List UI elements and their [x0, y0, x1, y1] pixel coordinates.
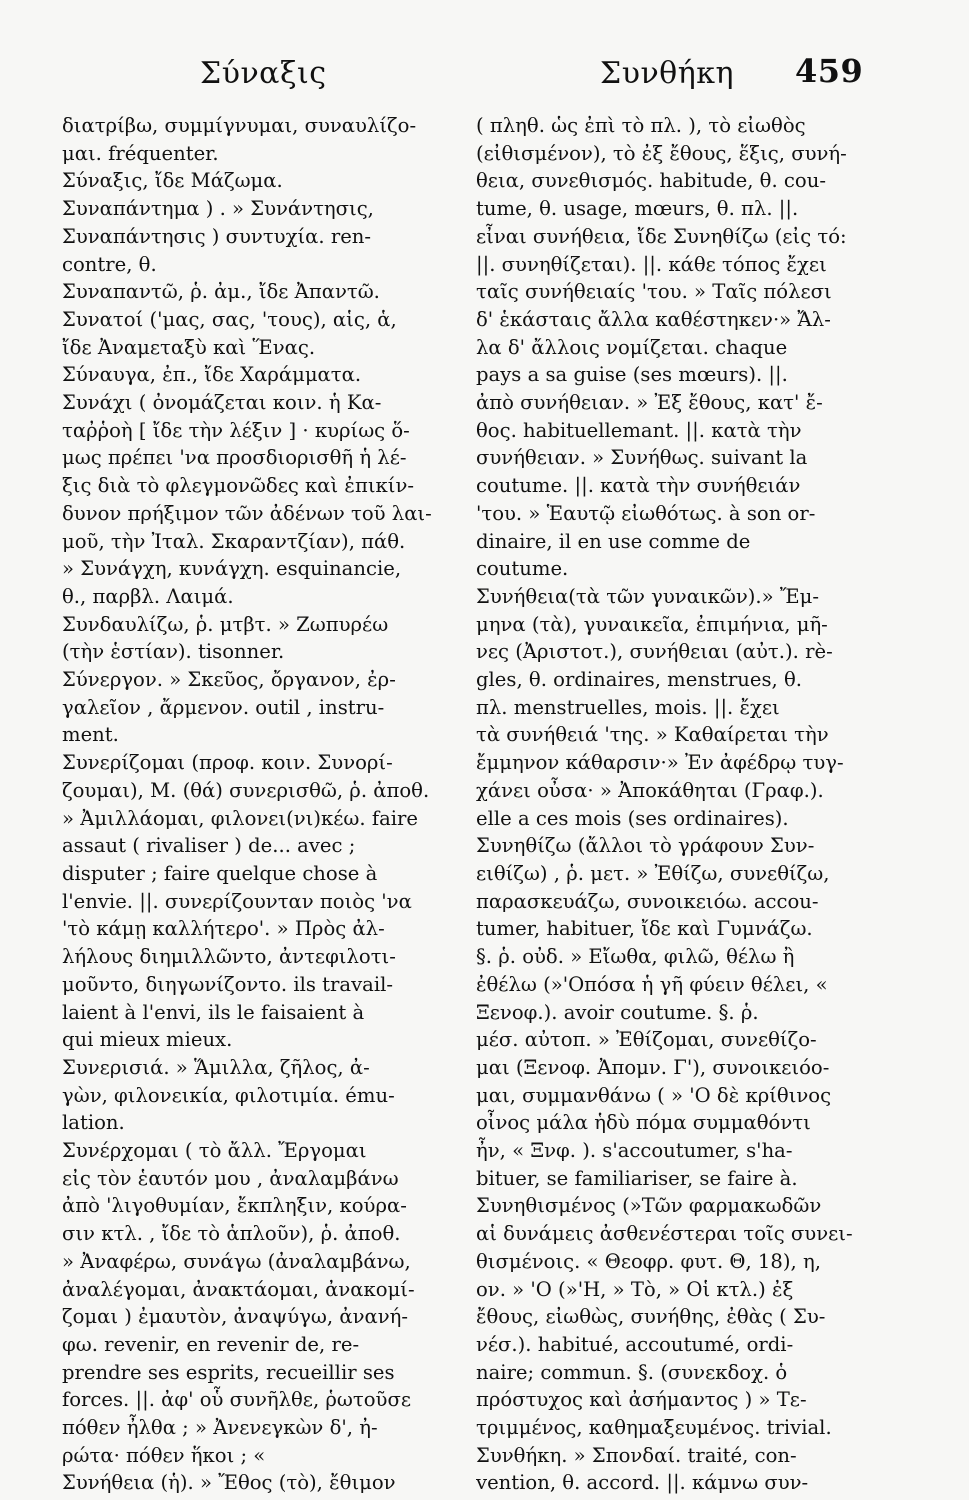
text-line: tume, θ. usage, mœurs, θ. πλ. ||. [476, 197, 799, 221]
text-line: γὼν, φιλονεικία, φιλοτιμία. ému- [62, 1083, 395, 1107]
text-line: elle a ces mois (ses ordinaires). [476, 806, 789, 830]
text-line: ἐθέλω (»'Οπόσα ἡ γῆ φύειν θέλει, « [476, 972, 828, 996]
text-line: πρόστυχος καὶ ἀσήμαντος ) » Τε- [476, 1388, 807, 1412]
left-guide-word: Σύναξις [200, 56, 327, 91]
text-line: Συναπαντῶ, ῥ. ἀμ., ἴδε Ἀπαντῶ. [62, 280, 380, 304]
text-line: ἴδε Ἀναμεταξὺ καὶ Ἕνας. [62, 335, 316, 359]
text-line: ξις διὰ τὸ φλεγμονῶδες καὶ ἐπικίν- [62, 474, 414, 498]
text-line: ||. συνηθίζεται). ||. κάθε τόπος ἔχει [476, 252, 827, 276]
text-line: μαι. fréquenter. [62, 141, 219, 165]
text-line: forces. ||. ἀφ' οὗ συνῆλθε, ῥωτοῦσε [62, 1388, 411, 1412]
text-line: (εἰθισμένον), τὸ ἐξ ἔθους, ἕξις, συνή- [476, 141, 847, 165]
text-line: bituer, se familiariser, se faire à. [476, 1166, 798, 1190]
text-line: ζομαι ) ἐμαυτὸν, ἀναψύγω, ἀνανή- [62, 1305, 408, 1329]
text-line: tumer, habituer, ἴδε καὶ Γυμνάζω. [476, 917, 813, 941]
text-line: Συνερισιά. » Ἅμιλλα, ζῆλος, ἀ- [62, 1055, 370, 1079]
text-line: qui mieux mieux. [62, 1028, 233, 1052]
text-line: ταῖς συνήθειαίς 'του. » Ταῖς πόλεσι [476, 280, 832, 304]
text-line: » Ἀμιλλάομαι, φιλονει(νι)κέω. faire [62, 806, 418, 830]
text-line: Συνηθίζω (ἄλλοι τὸ γράφουν Συν- [476, 834, 815, 858]
text-line: πόθεν ἦλθα ; » Ἀνενεγκὼν δ', ἠ- [62, 1416, 378, 1440]
text-line: μαι (Ξενοφ. Ἀπομν. Γ'), συνοικειόο- [476, 1055, 830, 1079]
left-column [62, 112, 437, 1497]
text-line: ἀναλέγομαι, ἀνακτάομαι, ἀνακομί- [62, 1277, 415, 1301]
text-line: l'envie. ||. συνερίζουνταν ποιὸς 'να [62, 889, 412, 913]
text-line: laient à l'envi, ils le faisaient à [62, 1000, 365, 1024]
text-line: θεια, συνεθισμός. habitude, θ. cou- [476, 169, 826, 193]
text-line: μέσ. αὐτοπ. » Ἐθίζομαι, συνεθίζο- [476, 1028, 817, 1052]
text-line: ἔθους, εἰωθὼς, συνήθης, ἐθὰς ( Συ- [476, 1305, 826, 1329]
text-line: ment. [62, 723, 119, 747]
text-line: ρώτα· πόθεν ἥκοι ; « [62, 1443, 266, 1467]
text-line: μοῦ, τὴν Ἰταλ. Σκαραντζίαν), πάθ. [62, 529, 406, 553]
text-line: τὰ συνήθειά 'της. » Καθαίρεται τὴν [476, 723, 829, 747]
text-line: 'του. » Ἑαυτῷ εἰωθότως. à son or- [476, 501, 816, 525]
text-line: §. ῥ. οὐδ. » Εἴωθα, φιλῶ, θέλω ἢ [476, 945, 795, 969]
text-line: Συνθήκη. » Σπονδαί. traité, con- [476, 1443, 797, 1467]
text-line: Συνδαυλίζω, ῥ. μτβτ. » Ζωπυρέω [62, 612, 389, 636]
text-line: Συναπάντημα ) . » Συνάντησις, [62, 197, 374, 221]
text-line: λήλους διημιλλῶντο, ἀντεφιλοτι- [62, 945, 396, 969]
text-line: contre, θ. [62, 252, 157, 276]
text-line: εἶναι συνήθεια, ἴδε Συνηθίζω (εἰς τό: [476, 224, 847, 248]
text-line: πλ. menstruelles, mois. ||. ἔχει [476, 695, 780, 719]
text-line: νες (Ἀριστοτ.), συνήθειαι (αὐτ.). rè- [476, 640, 833, 664]
text-line: παρασκευάζω, συνοικειόω. accou- [476, 889, 819, 913]
text-line: ταῤῥοὴ [ ἴδε τὴν λέξιν ] · κυρίως ὅ- [62, 418, 410, 442]
text-line: μοῦντο, διηγωνίζοντο. ils travail- [62, 972, 394, 996]
text-line: θισμένοις. « Θεοφρ. φυτ. Θ, 18), η, [476, 1249, 821, 1273]
text-line: συνήθειαν. » Συνήθως. suivant la [476, 446, 808, 470]
text-line: μαι, συμμανθάνω ( » 'Ο δὲ κρίθινος [476, 1083, 832, 1107]
text-line: pays a sa guise (ses mœurs). ||. [476, 363, 788, 387]
page-number: 459 [795, 52, 864, 90]
text-line: φω. revenir, en revenir de, re- [62, 1332, 360, 1356]
right-column [476, 112, 861, 1497]
text-line: νέσ.). habitué, accoutumé, ordi- [476, 1332, 794, 1356]
text-line: 'τὸ κάμῃ καλλήτερο'. » Πρὸς ἀλ- [62, 917, 385, 941]
text-line: ( πληθ. ὡς ἐπὶ τὸ πλ. ), τὸ εἰωθὸς [476, 114, 806, 137]
text-line: (τὴν ἑστίαν). tisonner. [62, 640, 285, 664]
text-line: assaut ( rivaliser ) de... avec ; [62, 834, 356, 858]
text-line: μως πρέπει 'να προσδιορισθῆ ἡ λέ- [62, 446, 407, 470]
text-line: Σύνεργον. » Σκεῦος, ὄργανον, ἐρ- [62, 668, 396, 692]
text-line: χάνει οὖσα· » Ἀποκάθηται (Γραφ.). [476, 778, 824, 802]
text-line: τριμμένος, καθημαξευμένος. trivial. [476, 1416, 832, 1440]
text-line: Συνηθισμένος (»Τῶν φαρμακωδῶν [476, 1194, 822, 1218]
text-line: Συνατοί ('μας, σας, 'τους), αἱς, ἁ, [62, 307, 397, 331]
text-line: » Συνάγχη, κυνάγχη. esquinancie, [62, 557, 402, 581]
text-line: Συνήθεια (ἡ). » Ἔθος (τὸ), ἔθιμον [62, 1471, 396, 1495]
text-line: εἰς τὸν ἑαυτόν μου , ἀναλαμβάνω [62, 1166, 399, 1190]
text-line: ἦν, « Ξνφ. ). s'accoutumer, s'ha- [476, 1139, 793, 1163]
text-line: ζουμαι), Μ. (θά) συνερισθῶ, ῥ. ἀποθ. [62, 778, 430, 802]
text-line: οἶνος μάλα ἡδὺ πόμα συμμαθόντι [476, 1111, 811, 1135]
text-line: Συνάχι ( ὀνομάζεται κοιν. ἡ Κα- [62, 391, 382, 415]
text-line: Σύναξις, ἴδε Μάζωμα. [62, 169, 283, 193]
text-line: θος. habituellemant. ||. κατὰ τὴν [476, 418, 802, 442]
text-line: δ' ἑκάσταις ἄλλα καθέστηκεν·» Ἄλ- [476, 307, 831, 331]
page-header [60, 52, 869, 96]
text-line: lation. [62, 1111, 125, 1135]
text-line: Συναπάντησις ) συντυχία. ren- [62, 224, 372, 248]
text-line: Ξενοφ.). avoir coutume. §. ῥ. [476, 1000, 759, 1024]
text-line: μηνα (τὰ), γυναικεῖα, ἐπιμήνια, μῆ- [476, 612, 828, 636]
text-line: vention, θ. accord. ||. κάμνω συν- [476, 1471, 809, 1495]
text-line: ειθίζω) , ῥ. μετ. » Ἐθίζω, συνεθίζω, [476, 861, 830, 885]
text-line: ον. » 'Ο (»'Η, » Τὸ, » Οἱ κτλ.) ἐξ [476, 1277, 794, 1301]
text-line: Συνερίζομαι (προφ. κοιν. Συνορί- [62, 751, 393, 775]
text-line: prendre ses esprits, recueillir ses [62, 1360, 395, 1384]
text-line: διατρίβω, συμμίγνυμαι, συναυλίζο- [62, 114, 417, 137]
text-line: θ., παρβλ. Λαιμά. [62, 584, 234, 608]
text-line: Συνήθεια(τὰ τῶν γυναικῶν).» Ἔμ- [476, 584, 819, 608]
text-line: gles, θ. ordinaires, menstrues, θ. [476, 668, 803, 692]
text-line: Σύναυγα, ἐπ., ἴδε Χαράμματα. [62, 363, 362, 387]
text-line: ἀπὸ 'λιγοθυμίαν, ἔκπληξιν, κούρα- [62, 1194, 407, 1218]
text-line: coutume. [476, 557, 569, 581]
text-line: » Ἀναφέρω, συνάγω (ἀναλαμβάνω, [62, 1249, 411, 1273]
text-line: naire; commun. §. (συνεκδοχ. ὁ [476, 1360, 788, 1384]
text-line: αἱ δυνάμεις ἀσθενέστεραι τοῖς συνει- [476, 1222, 853, 1246]
text-line: ἀπὸ συνήθειαν. » Ἐξ ἔθους, κατ' ἔ- [476, 391, 823, 415]
text-line: ἔμμηνον κάθαρσιν·» Ἐν ἀφέδρῳ τυγ- [476, 751, 844, 775]
text-line: γαλεῖον , ἄρμενον. outil , instru- [62, 695, 385, 719]
text-line: dinaire, il en use comme de [476, 529, 751, 553]
text-line: σιν κτλ. , ἴδε τὸ ἁπλοῦν), ῥ. ἀποθ. [62, 1222, 401, 1246]
right-guide-word: Συνθήκη [600, 56, 734, 91]
text-line: Συνέρχομαι ( τὸ ἄλλ. Ἔργομαι [62, 1139, 367, 1163]
text-line: δυνον πρήξιμον τῶν ἀδένων τοῦ λαι- [62, 501, 432, 525]
text-line: λα δ' ἄλλοις νομίζεται. chaque [476, 335, 788, 359]
text-line: disputer ; faire quelque chose à [62, 861, 378, 885]
text-line: coutume. ||. κατὰ τὴν συνήθειάν [476, 474, 801, 498]
